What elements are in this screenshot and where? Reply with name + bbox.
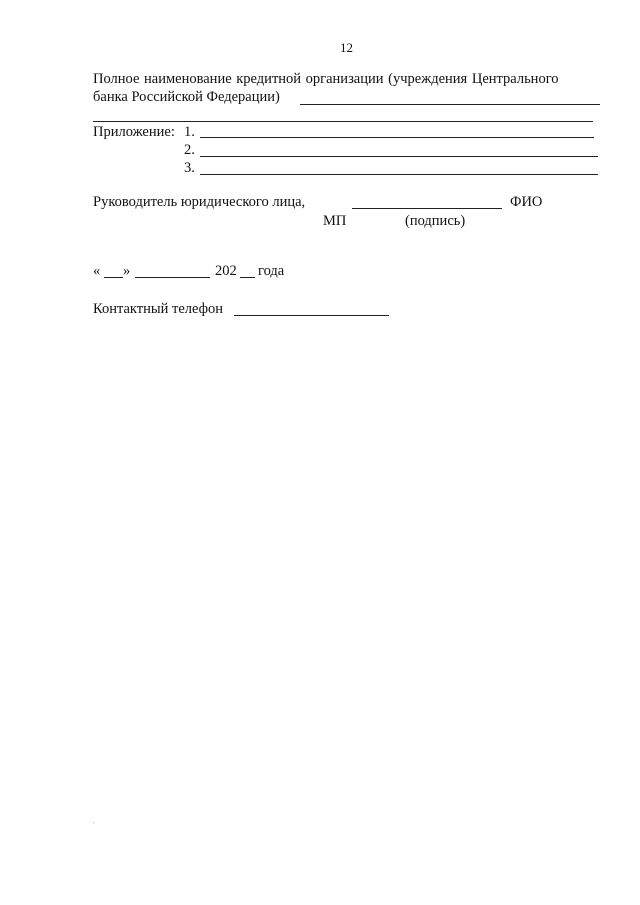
- date-close-quote: »: [123, 263, 131, 279]
- stamp-label: МП: [323, 213, 347, 229]
- attachment-item-1-number: 1.: [184, 124, 195, 140]
- attachment-item-2-number: 2.: [184, 142, 195, 158]
- date-year-field[interactable]: [240, 277, 255, 278]
- scan-speck: [93, 822, 94, 823]
- org-name-field-continuation[interactable]: [93, 121, 593, 122]
- org-name-label-line1: Полное наименование кредитной организации (учреждения Центрального: [93, 71, 559, 87]
- fio-label: ФИО: [510, 194, 543, 210]
- attachment-item-1-field[interactable]: [200, 137, 594, 138]
- contact-phone-label: Контактный телефон: [93, 301, 224, 317]
- signature-field[interactable]: [352, 208, 502, 209]
- date-year-prefix: 202: [215, 263, 237, 279]
- attachment-item-3-number: 3.: [184, 160, 195, 176]
- org-name-field[interactable]: [300, 104, 600, 105]
- date-month-field[interactable]: [135, 277, 210, 278]
- date-year-suffix: года: [258, 263, 285, 279]
- org-name-label-line2: банка Российской Федерации): [93, 89, 280, 105]
- date-open-quote: «: [93, 263, 101, 279]
- attachment-item-3-field[interactable]: [200, 174, 598, 175]
- contact-phone-field[interactable]: [234, 315, 389, 316]
- attachment-item-2-field[interactable]: [200, 156, 598, 157]
- signature-caption: (подпись): [405, 213, 466, 229]
- head-of-entity-label: Руководитель юридического лица,: [93, 194, 306, 210]
- page-number: 12: [340, 40, 353, 55]
- date-day-field[interactable]: [104, 277, 123, 278]
- attachments-label: Приложение:: [93, 124, 175, 140]
